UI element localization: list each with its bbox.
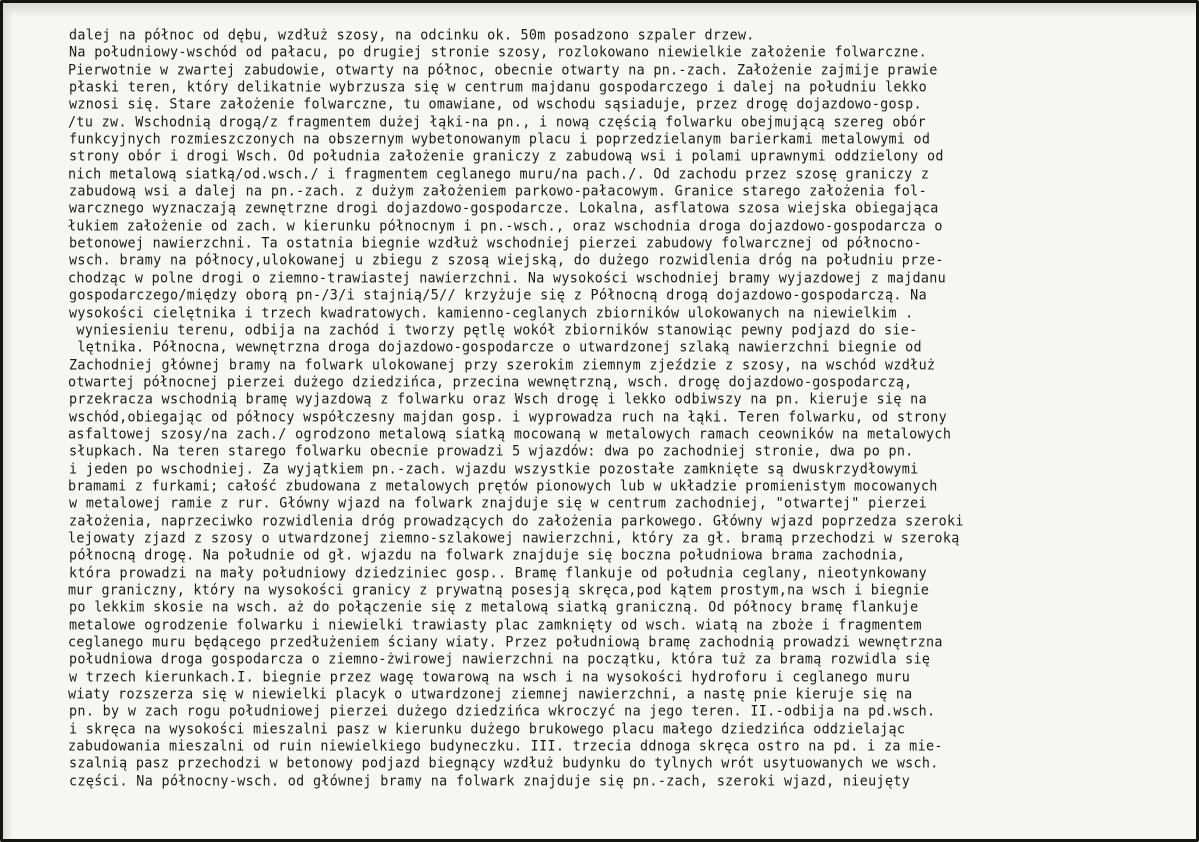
text-line: strony obór i drogi Wsch. Od południa założenie graniczy z zabudową wsi i polami uprawnymi oddzielony od [69,148,944,165]
text-line: lętnika. Północna, wewnętrzna droga dojazdowo-gospodarcze o utwardzonej szlaką nawierzchni biegnie od [69,339,922,356]
text-line: warcznego wyznaczają zewnętrzne drogi dojazdowo-gospodarcze. Lokalna, asflatowa szosa wiejska obiegająca [69,200,939,218]
text-line: Na południowy-wschód od pałacu, po drugiej stronie szosy, rozlokowano niewielkie założenie folwarczne. [69,44,928,61]
text-line: otwartej północnej pierzei dużego dziedzińca, przecina wewnętrzną, wsch. drogę dojazdowo-gospodarczą, [68,374,913,391]
text-line: Pierwotnie w zwartej zabudowie, otwarty na północ, obecnie otwarty na pn.-zach. Założenie zajmije prawie [68,62,938,79]
text-line: lejowaty zjazd z szosy o utwardzonej ziemno-szlakowej nawierzchni, który za gł. bramą przechodzi w szeroką [68,530,960,547]
text-line: założenia, naprzeciwko rozwidlenia dróg prowadzących do założenia parkowego. Główny wjazd poprzedza szeroki [69,513,964,530]
text-line: i jeden po wschodniej. Za wyjątkiem pn.-zach. wjazdu wszystkie pozostałe zamknięte są dwuskrzydłowymi [69,460,919,478]
text-line: słupkach. Na teren starego folwarku obecnie prowadzi 5 wjazdów: dwa po zachodniej stronie, dwa po pn. [69,443,914,460]
text-line: wsch. bramy na północy,ulokowanej u zbiegu z szosą wiejską, do dużego rozwidlenia dróg na południu prze- [69,252,944,270]
text-line: łukiem założenie od zach. w kierunku północnym i pn.-wsch., oraz wschodnia droga dojazdowo-gospodarcza o [68,218,943,235]
text-line: płaski teren, który delikatnie wybrzusza się w centrum majdanu gospodarczego i dalej na południu lekko [69,79,928,96]
text-line: wznosi się. Stare założenie folwarczne, tu omawiane, od wschodu sąsiaduje, przez drogę dojazdowo-gosp. [69,96,922,113]
text-line: zabudową wsi a dalej na pn.-zach. z dużym założeniem parkowo-pałacowym. Granice starego założenia fol- [69,183,928,200]
text-line: ceglanego muru będącego przedłużeniem ściany wiaty. Przez południową bramę zachodnią prowadzi wewnętrzna [68,634,943,651]
text-line: w metalowej ramie z rur. Główny wjazd na folwark znajduje się w centrum zachodniej, "otwartej" pierzei [69,495,928,512]
text-line: wysokości cielętnika i trzech kwadratowych. kamienno-ceglanych zbiorników ulokowanych na niewielkim . [69,304,914,322]
text-line: Zachodniej głównej bramy na folwark ulokowanej przy szerokim ziemnym zjeździe z szosy, na wschód wzdłuż [69,356,936,374]
text-line: szalnią pasz przechodzi w betonowy podjazd biegnący wzdłuż budynku do tylnych wrót usytuowanych we wsch. [69,755,939,773]
text-line: i skręca na wysokości mieszalni pasz w kierunku dużego brukowego placu małego dziedzińca oddzielając [69,721,906,738]
text-line: południowa droga gospodarcza o ziemno-żwirowej nawierzchni na początku, która tuż za bramą rozwidla się [69,651,931,668]
text-line: po lekkim skosie na wsch. aż do połączenie się z metalową siatką graniczną. Od północy bramę flankuje [69,599,919,616]
text-line: nich metalową siatką/od.wsch./ i fragmentem ceglanego muru/na pach./. Od zachodu przez szosę graniczy z [68,166,930,183]
text-line: przekracza wschodnią bramę wyjazdową z folwarku oraz Wsch drogę i lekko odbiwszy na pn. kieruje się na [69,391,928,408]
text-line: dalej na północ od dębu, wzdłuż szosy, na odcinku ok. 50m posadzono szpaler drzew. [69,27,755,44]
text-line: wyniesieniu terenu, odbija na zachód i tworzy pętlę wokół zbiorników stanowiąc pewny podjazd do sie- [68,322,918,339]
text-line: która prowadzi na mały południowy dziedziniec gosp.. Bramę flankuje od południa ceglany, nieotynkowany [69,565,928,582]
text-line: bramami z furkami; całość zbudowana z metalowych prętów pionowych lub w układzie promienistym mocowanych [68,478,938,495]
page-edge-shadow-left [3,3,13,839]
text-line: zabudowania mieszalni od ruin niewielkiego budyneczku. III. trzecia ddnoga skręca ostro na pd. i za mie- [68,738,943,755]
text-line: północną drogę. Na południe od gł. wjazdu na folwark znajduje się boczna południowa brama zachodnia, [69,547,906,564]
text-line: części. Na północny-wsch. od głównej bramy na folwark znajduje się pn.-zach, szeroki wjazd, nieujęty [69,773,911,790]
typewritten-text-block [69,27,1149,790]
text-line: wschód,obiegając od północy współczesny majdan gosp. i wyprowadza ruch na łąki. Teren folwarku, od strony [69,408,947,426]
text-line: gospodarczego/między oborą pn-/3/i stajnią/5// krzyżuje się z Północną drogą dojazdowo-gospodarczą. Na [69,287,928,304]
text-line: metalowe ogrodzenie folwarku i niewielki trawiasty plac zamknięty od wsch. wiatą na zboże i fragmentem [69,617,922,634]
text-line: /tu zw. Wschodnią drogą/z fragmentem dużej łąki-na pn., i nową częścią folwarku obejmującą szereg obór [68,114,927,131]
text-line: asfaltowej szosy/na zach./ ogrodzono metalową siatką mocowaną w metalowych ramach ceowników na metalowych [68,426,952,443]
page-edge-shadow-top [3,3,1196,17]
text-line: pn. by w zach rogu południowej pierzei dużego dziedzińca wkroczyć na jego teren. II.-odbija na pd.wsch. [69,703,936,720]
text-line: betonowej nawierzchni. Ta ostatnia biegnie wzdłuż wschodniej pierzei zabudowy folwarcznej od północno- [69,235,922,252]
text-line: funkcyjnych rozmieszczonych na obszernym wybetonowanym placu i poprzedzielanym barierkami metalowymi od [69,131,931,148]
text-line: wiaty rozszerza się w niewielki placyk o utwardzonej ziemnej nawierzchni, a nastę pnie kieruje się na [68,686,913,703]
text-line: w trzech kierunkach.I. biegnie przez wagę towarową na wsch i na wysokości hydroforu i ceglanego muru [69,669,911,686]
text-line: chodząc w polne drogi o ziemno-trawiastej nawierzchni. Na wysokości wschodniej bramy wyjazdowej z majdanu [68,270,946,287]
text-line: mur graniczny, który na wysokości granicy z prywatną posesją skręca,pod kątem prostym,na wsch i biegnie [68,582,930,599]
